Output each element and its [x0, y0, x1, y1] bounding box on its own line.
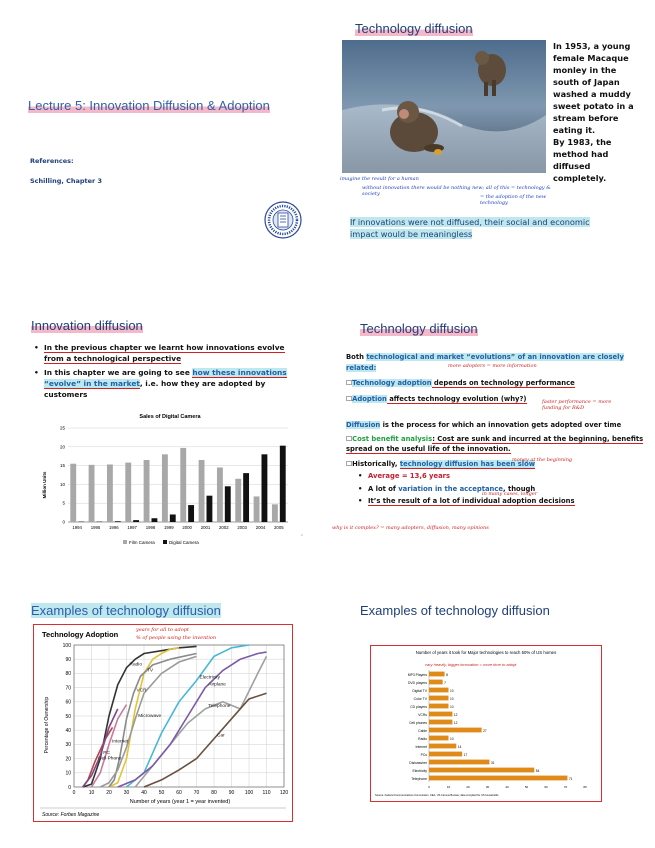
series-label-radio: Radio: [129, 662, 143, 668]
story-line: In 1953, a young: [553, 41, 631, 51]
x-tick-label: 110: [262, 790, 271, 796]
y-tick-label: 100: [62, 642, 71, 649]
camera-chart-svg: [38, 410, 303, 550]
series-label-telephone: Telephone: [208, 703, 231, 709]
value-label: 12: [453, 712, 458, 717]
bar-digital-camera: [115, 521, 121, 522]
handwritten-note: faster performance = more funding for R&D: [542, 399, 612, 411]
category-label: Cable: [418, 728, 427, 733]
y-tick-label: 50: [65, 713, 71, 720]
digital-camera-chart: [38, 410, 303, 550]
series-label-tv: TV: [147, 668, 154, 674]
value-label: 14: [457, 744, 462, 749]
x-tick-label: 2002: [219, 525, 229, 530]
story-line: washed a muddy: [553, 89, 631, 99]
x-tick-label: 2005: [274, 525, 284, 530]
story-line: diffused: [553, 161, 591, 171]
tech-adoption-chart: [33, 624, 293, 822]
bar-digital-camera: [152, 518, 158, 522]
category-label: CD players: [410, 704, 427, 709]
story-line: completely.: [553, 173, 607, 183]
references-text: Schilling, Chapter 3: [30, 177, 103, 185]
references-label: References:: [30, 157, 74, 165]
slide-6: [340, 600, 645, 825]
value-label: 17: [463, 752, 468, 757]
years-chart-svg: [371, 646, 601, 801]
x-tick-label: 20: [466, 785, 470, 789]
x-tick-label: 40: [141, 790, 147, 796]
body-line: ☐Cost benefit analysis: Cost are sunk and incurred at the beginning, benefits spread on the useful life of the innovation.: [346, 434, 644, 453]
legend-swatch-digital: [163, 540, 167, 544]
value-label: 10: [450, 704, 454, 709]
x-tick-label: 30: [485, 785, 490, 789]
slide-4-title: Technology diffusion: [360, 321, 478, 336]
handwritten-note: money at the beginning: [512, 457, 573, 463]
bar-film-camera: [144, 460, 150, 522]
y-axis-label: Percentage of Ownership: [44, 696, 50, 754]
handwritten-note: why is it complex? = many adopters, diffusion, many opinions: [332, 525, 489, 531]
bar: [429, 712, 452, 717]
series-line-pc: [83, 709, 118, 787]
sub-bullets: [358, 471, 644, 507]
y-tick-label: 0: [62, 519, 65, 525]
story-line: sweet potato in a: [553, 101, 634, 111]
y-tick-label: 30: [65, 742, 71, 749]
x-tick-label: 100: [244, 790, 254, 796]
bar-film-camera: [162, 454, 168, 522]
chart-source: Source: Forbes Magazine: [42, 812, 100, 818]
bullet-text: , i.e. how they are adopted by customers: [44, 379, 266, 399]
bar-film-camera: [180, 448, 186, 522]
x-tick-label: 70: [563, 785, 568, 789]
x-tick-label: 10: [446, 785, 451, 789]
bar-film-camera: [125, 463, 131, 522]
list-item: • It’s the result of a lot of individual adoption decisions: [358, 496, 644, 507]
category-label: PCs: [420, 752, 427, 757]
legend-film: Film Camera: [129, 540, 155, 545]
bar-digital-camera: [133, 520, 139, 522]
value-label: 54: [535, 768, 540, 773]
x-tick-label: 10: [88, 790, 95, 796]
slide-4: [332, 318, 645, 543]
y-tick-label: 0: [68, 784, 71, 791]
bar-film-camera: [89, 465, 95, 522]
bar-film-camera: [70, 464, 76, 522]
x-tick-label: 80: [211, 790, 217, 796]
story-line: stream before: [553, 113, 619, 123]
slide-1-title: Lecture 5: Innovation Diffusion & Adoption: [28, 98, 270, 113]
category-label: Internet: [415, 744, 427, 749]
body-line: ☐Adoption affects technology evolution (why?): [346, 394, 527, 403]
bar: [429, 744, 456, 749]
slide-3: [28, 315, 318, 550]
x-axis-label: Number of years (year 1 = year invented): [129, 799, 231, 805]
handwritten-note: in many cases, longer: [482, 491, 538, 497]
bar-film-camera: [272, 504, 278, 522]
x-tick-label: 90: [228, 790, 235, 796]
university-seal-icon: [264, 201, 302, 239]
body-line: Diffusion is the process for which an innovation gets adopted over time: [346, 421, 622, 429]
chart-annotation: vary heavily, bigger innovation = more time to adopt: [425, 662, 517, 667]
story-line: By 1983, the: [553, 137, 612, 147]
category-label: Digital TV: [412, 688, 427, 693]
y-tick-label: 60: [65, 699, 71, 706]
bar: [429, 752, 462, 757]
category-label: Cell phones: [409, 720, 427, 725]
handwritten-note: years for all to adopt: [136, 627, 189, 633]
list-item: • A lot of variation in the acceptance, though: [358, 484, 644, 495]
x-tick-label: 0: [72, 790, 76, 796]
macaque-photo: [342, 40, 546, 173]
value-label: 10: [450, 688, 454, 693]
monkey-story-text: [553, 40, 643, 184]
value-label: 10: [450, 696, 454, 701]
list-item: • In the previous chapter we learnt how innovations evolve from a technological perspective: [34, 342, 304, 364]
story-line: south of Japan: [553, 77, 620, 87]
category-label: VCRs: [418, 712, 427, 717]
slide-1: [28, 95, 308, 275]
slide-2-title: Technology diffusion: [355, 21, 473, 36]
bar: [429, 720, 452, 725]
handwritten-note: % of people using the invention: [136, 635, 217, 641]
bar-film-camera: [217, 467, 223, 522]
story-line: monley in the: [553, 65, 617, 75]
chart-title: Sales of Digital Camera: [139, 414, 201, 420]
x-tick-label: 2001: [200, 525, 211, 530]
x-tick-label: 70: [193, 790, 200, 796]
bar: [429, 680, 443, 685]
y-tick-label: 20: [59, 444, 65, 450]
x-tick-label: 1996: [109, 525, 119, 530]
bar: [429, 728, 482, 733]
bar: [429, 704, 449, 709]
body-line: ☐Technology adoption depends on technology performance: [346, 379, 575, 387]
value-label: 7: [444, 680, 446, 685]
bar: [429, 688, 449, 693]
slide-2-caption: If innovations were not diffused, their social and economic impact would be meaningless: [350, 217, 590, 239]
legend-digital: Digital Camera: [169, 540, 199, 545]
x-tick-label: 2004: [255, 525, 266, 530]
slide-6-title: Examples of technology diffusion: [360, 603, 550, 618]
story-line: method had: [553, 149, 609, 159]
x-tick-label: 1997: [127, 525, 137, 530]
bar-digital-camera: [225, 486, 231, 522]
series-label-internet: Internet: [112, 739, 129, 745]
x-tick-label: 60: [544, 785, 548, 789]
y-tick-label: 70: [65, 685, 71, 692]
series-label-electricity: Electricity: [199, 675, 221, 681]
x-tick-label: 120: [279, 790, 289, 796]
category-label: Telephone: [411, 776, 427, 781]
bar-digital-camera: [170, 514, 176, 522]
x-tick-label: 60: [176, 790, 182, 796]
handwritten-note: without innovation there would be nothing new; all of this = technology & society: [362, 185, 551, 197]
series-label-vcr: VCR: [136, 688, 147, 694]
category-label: Dishwasher: [409, 760, 427, 765]
x-tick-label: 0: [428, 785, 430, 789]
value-label: 8: [446, 672, 448, 677]
x-tick-label: 1995: [90, 525, 101, 530]
y-tick-label: 10: [65, 770, 71, 777]
years-to-50pct-chart: [370, 645, 602, 802]
bar: [429, 768, 534, 773]
body-line: Both technological and market “evolutions” of an innovation are closely related:: [346, 353, 624, 372]
slide-3-title: Innovation diffusion: [31, 318, 143, 333]
value-label: 12: [453, 720, 458, 725]
bar-digital-camera: [207, 496, 213, 522]
slide-5-title: Examples of technology diffusion: [31, 603, 221, 618]
bar: [429, 776, 567, 781]
x-tick-label: 2000: [182, 525, 192, 530]
bar: [429, 736, 449, 741]
y-tick-label: 15: [59, 463, 65, 469]
y-tick-label: 5: [62, 500, 65, 506]
bar-digital-camera: [188, 505, 194, 522]
story-line: female Macaque: [553, 53, 629, 63]
slide-2: [340, 18, 640, 248]
x-tick-label: 30: [123, 790, 130, 796]
value-label: 71: [568, 776, 573, 781]
y-tick-label: 20: [65, 756, 71, 763]
bar: [429, 696, 449, 701]
bar-digital-camera: [280, 446, 286, 522]
bar-film-camera: [107, 464, 113, 522]
y-tick-label: 25: [59, 425, 65, 431]
value-label: 31: [490, 760, 495, 765]
category-label: Electricity: [412, 768, 427, 773]
bar: [429, 760, 489, 765]
bar: [429, 672, 445, 677]
y-tick-label: 90: [65, 657, 71, 663]
slide-5: [28, 600, 318, 825]
x-tick-label: 50: [524, 785, 529, 789]
x-tick-label: 40: [505, 785, 509, 789]
x-tick-label: 1998: [145, 525, 156, 530]
y-tick-label: 80: [65, 671, 71, 678]
x-tick-label: 20: [106, 790, 112, 796]
series-label-pc: PC: [103, 750, 110, 756]
handwritten-note: = the adoption of the new technology: [480, 194, 547, 206]
x-tick-label: 50: [158, 790, 165, 796]
chart-title: Technology Adoption: [42, 630, 119, 639]
bullet-text: In this chapter we are going to see: [44, 368, 193, 377]
series-label-airplane: Airplane: [208, 682, 226, 688]
chart-title: Number of years it took for Major technologies to reach 50% of US homes: [415, 650, 557, 655]
series-label-car: Car: [217, 733, 225, 739]
list-item: • In this chapter we are going to see how these innovations “evolve” in the market, i.e. how they are adopted by customers: [34, 367, 304, 400]
bar-film-camera: [254, 496, 260, 522]
bar-film-camera: [235, 479, 241, 522]
page-mark: 1: [301, 533, 303, 537]
legend-swatch-film: [123, 540, 127, 544]
series-label-cell-phone: Cell Phone: [98, 756, 122, 762]
bar-film-camera: [199, 460, 205, 522]
y-axis-label: Million Units: [42, 471, 47, 499]
value-label: 10: [450, 736, 454, 741]
body-line: ☐Historically, technology diffusion has been slow: [346, 459, 536, 468]
category-label: Color TV: [413, 696, 427, 701]
series-label-microwave: Microwave: [138, 713, 162, 719]
y-tick-label: 40: [65, 728, 71, 734]
adoption-chart-svg: [34, 625, 292, 821]
category-label: DVD players: [407, 680, 427, 685]
bar-digital-camera: [243, 473, 249, 522]
handwritten-note: more adopters = more information: [448, 363, 537, 369]
category-label: Radio: [418, 736, 427, 741]
list-item: • Average = 13,6 years: [358, 471, 644, 482]
story-line: eating it.: [553, 125, 596, 135]
value-label: 27: [483, 728, 487, 733]
y-tick-label: 10: [59, 481, 65, 487]
slide-3-bullets: [34, 342, 304, 400]
bar-digital-camera: [262, 454, 268, 522]
category-label: MP3 Players: [407, 672, 427, 677]
chart-footnote: Source: Federal Communications Commission, CEA, US Census Bureau; data compiled for US households: [375, 794, 499, 797]
x-tick-label: 80: [583, 785, 587, 789]
handwritten-note: imagine the result for a human: [340, 176, 419, 182]
slide-4-body: [346, 352, 644, 507]
x-tick-label: 1994: [72, 525, 82, 530]
x-tick-label: 1999: [164, 525, 174, 530]
x-tick-label: 2003: [237, 525, 247, 530]
